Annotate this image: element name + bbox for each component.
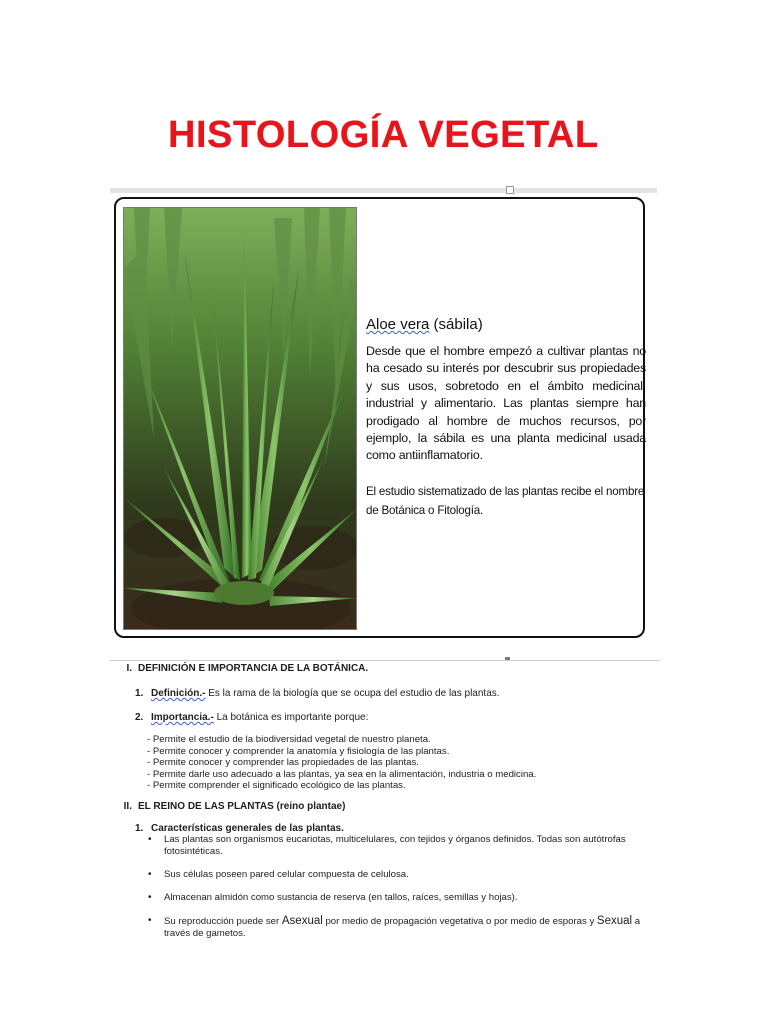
definition-item: 1. Definición.- Es la rama de la biología que se ocupa del estudio de las plantas. [135, 688, 500, 699]
page-title: HISTOLOGÍA VEGETAL [168, 114, 599, 156]
list-item: • Sus células poseen pared celular compuesta de celulosa. [148, 868, 409, 880]
section-heading-1: I. DEFINICIÓN E IMPORTANCIA DE LA BOTÁNICA. [126, 663, 369, 674]
list-item: - Permite conocer y comprender la anatomía y fisiología de las plantas. [147, 745, 450, 757]
importance-list [147, 734, 670, 792]
aloe-plant-icon [124, 208, 357, 630]
list-item: - Permite darle uso adecuado a las plantas, ya sea en la alimentación, industria o medicina. [147, 768, 537, 780]
list-item: - Permite comprender el significado ecológico de las plantas. [147, 780, 406, 792]
aloe-heading-rest: (sábila) [429, 316, 483, 333]
characteristics-list [148, 834, 648, 940]
list-item: • Almacenan almidón como sustancia de reserva (en tallos, raíces, semillas y hojas). [148, 891, 518, 903]
aloe-description [366, 316, 646, 520]
aloe-heading [366, 316, 646, 333]
list-item: • Las plantas son organismos eucariotas, multicelulares, con tejidos y órganos definidos. Todas son autótrofas fotosintéticas. [148, 833, 626, 857]
section-marker [505, 657, 510, 660]
section-heading-2: II. EL REINO DE LAS PLANTAS (reino plantae) [123, 800, 346, 812]
bottom-divider [110, 660, 660, 661]
list-item: - Permite conocer y comprender las propiedades de las plantas. [147, 757, 419, 769]
aloe-plant-photo [123, 207, 357, 630]
aloe-paragraph-2: El estudio sistematizado de las plantas recibe el nombre de Botánica o Fitología. [366, 484, 645, 517]
aloe-heading-name: Aloe vera [366, 316, 430, 333]
list-item: - Permite el estudio de la biodiversidad vegetal de nuestro planeta. [147, 734, 431, 745]
outline-content [110, 663, 670, 940]
resize-handle[interactable] [506, 186, 514, 194]
aloe-paragraph-1: Desde que el hombre empezó a cultivar plantas no ha cesado su interés por descubrir sus propiedades y sus usos, sobretodo en el ámbito medicinal, industrial y alimentario. Las plantas siempre han prodigado al hombre de muchos recursos, por ejemplo, la sábila es una planta medicinal usada como antiinflamatorio. [366, 344, 646, 463]
list-item: • Su reproducción puede ser Asexual por medio de propagación vegetativa o por medio de esporas y Sexual a través de gametos. [148, 914, 641, 939]
top-divider [110, 188, 657, 193]
importance-item: 2. Importancia.- La botánica es importante porque: [135, 712, 369, 723]
characteristics-item: 1. Características generales de las plantas. [135, 822, 344, 834]
